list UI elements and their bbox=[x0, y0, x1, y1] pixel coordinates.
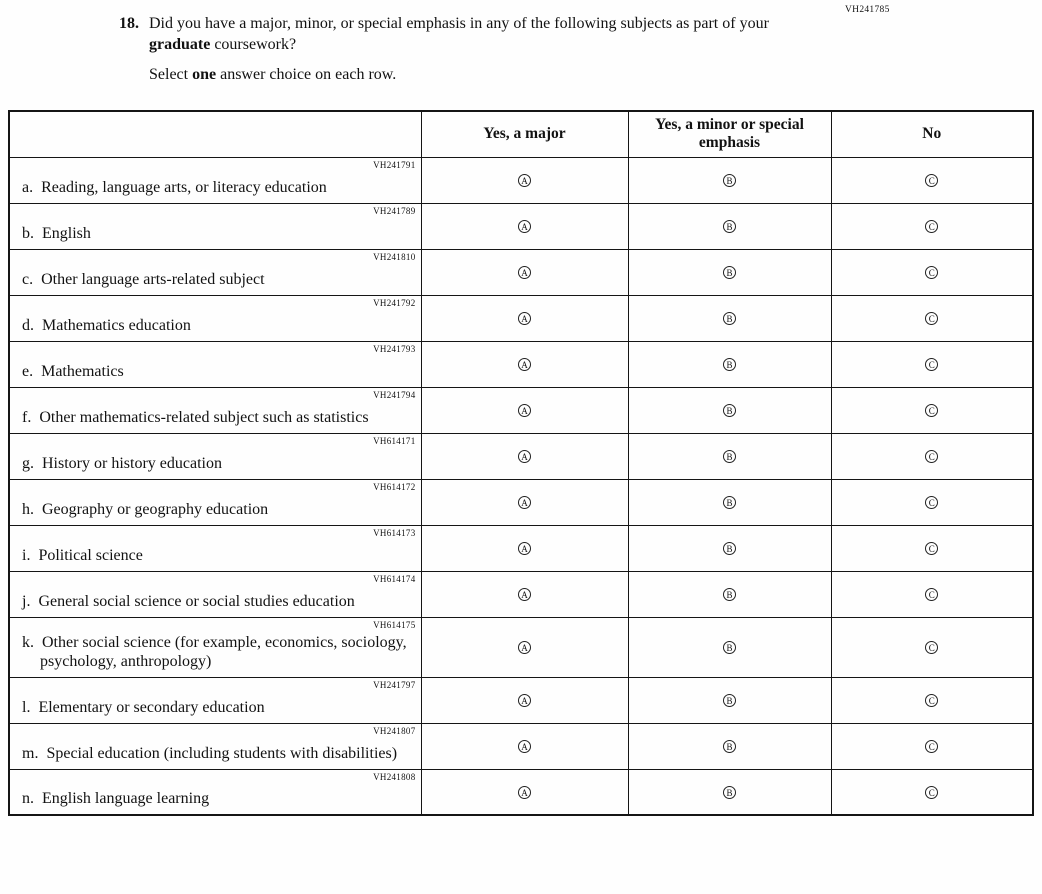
subject-label-cell bbox=[9, 433, 421, 479]
question-text bbox=[149, 13, 821, 55]
option-bubble-b[interactable]: B bbox=[723, 542, 736, 555]
option-bubble-a[interactable]: A bbox=[518, 694, 531, 707]
option-cell bbox=[831, 479, 1033, 525]
option-bubble-c[interactable]: C bbox=[925, 786, 938, 799]
option-bubble-c[interactable]: C bbox=[925, 588, 938, 601]
item-code: VH614174 bbox=[373, 573, 416, 584]
table-row bbox=[9, 479, 1033, 525]
subject-label-cell bbox=[9, 617, 421, 677]
subject-label: k. Other social science (for example, economics, sociology, psychology, anthropology) bbox=[22, 633, 407, 670]
option-cell bbox=[421, 479, 628, 525]
item-code: VH241793 bbox=[373, 343, 416, 354]
option-cell bbox=[628, 433, 831, 479]
option-bubble-a[interactable]: A bbox=[518, 740, 531, 753]
table-row bbox=[9, 203, 1033, 249]
table-row bbox=[9, 249, 1033, 295]
option-cell bbox=[628, 295, 831, 341]
option-cell bbox=[421, 157, 628, 203]
option-cell bbox=[831, 249, 1033, 295]
item-code: VH614171 bbox=[373, 435, 416, 446]
table-row bbox=[9, 433, 1033, 479]
option-bubble-b[interactable]: B bbox=[723, 358, 736, 371]
subject-label-cell bbox=[9, 479, 421, 525]
option-cell bbox=[628, 479, 831, 525]
item-code: VH241797 bbox=[373, 679, 416, 690]
option-bubble-a[interactable]: A bbox=[518, 266, 531, 279]
option-bubble-b[interactable]: B bbox=[723, 404, 736, 417]
option-cell bbox=[628, 677, 831, 723]
option-bubble-a[interactable]: A bbox=[518, 786, 531, 799]
option-bubble-b[interactable]: B bbox=[723, 786, 736, 799]
option-cell bbox=[831, 525, 1033, 571]
option-cell bbox=[421, 387, 628, 433]
column-header-yes-minor: Yes, a minor or special emphasis bbox=[628, 111, 831, 157]
question-number: 18. bbox=[119, 15, 139, 32]
option-bubble-a[interactable]: A bbox=[518, 174, 531, 187]
option-bubble-a[interactable]: A bbox=[518, 404, 531, 417]
option-bubble-c[interactable]: C bbox=[925, 694, 938, 707]
item-code: VH614172 bbox=[373, 481, 416, 492]
table-row bbox=[9, 769, 1033, 815]
option-cell bbox=[831, 723, 1033, 769]
option-bubble-c[interactable]: C bbox=[925, 496, 938, 509]
subject-label-cell bbox=[9, 723, 421, 769]
option-bubble-a[interactable]: A bbox=[518, 588, 531, 601]
option-bubble-b[interactable]: B bbox=[723, 496, 736, 509]
option-cell bbox=[628, 571, 831, 617]
option-cell bbox=[421, 571, 628, 617]
option-bubble-c[interactable]: C bbox=[925, 266, 938, 279]
option-cell bbox=[421, 677, 628, 723]
table-row bbox=[9, 387, 1033, 433]
table-row bbox=[9, 571, 1033, 617]
table-row bbox=[9, 157, 1033, 203]
instruction-bold: one bbox=[192, 66, 217, 83]
item-code: VH614173 bbox=[373, 527, 416, 538]
option-bubble-a[interactable]: A bbox=[518, 220, 531, 233]
item-code: VH241810 bbox=[373, 251, 416, 262]
subject-label-cell bbox=[9, 203, 421, 249]
subject-label: l. Elementary or secondary education bbox=[22, 698, 265, 716]
option-cell bbox=[628, 769, 831, 815]
option-cell bbox=[421, 341, 628, 387]
option-cell bbox=[421, 249, 628, 295]
column-header-no: No bbox=[831, 111, 1033, 157]
question-text-part1: Did you have a major, minor, or special emphasis in any of the following subjects as part of your bbox=[149, 15, 769, 32]
subject-label: m. Special education (including students with disabilities) bbox=[22, 744, 398, 762]
subject-label-cell bbox=[9, 157, 421, 203]
item-code: VH241789 bbox=[373, 205, 416, 216]
option-cell bbox=[421, 723, 628, 769]
subject-label: n. English language learning bbox=[22, 790, 210, 807]
option-bubble-b[interactable]: B bbox=[723, 220, 736, 233]
header-row bbox=[9, 111, 1033, 157]
subject-label: f. Other mathematics-related subject such as statistics bbox=[22, 408, 369, 426]
instruction-part1: Select bbox=[149, 66, 193, 83]
option-bubble-b[interactable]: B bbox=[723, 641, 736, 654]
option-cell bbox=[831, 387, 1033, 433]
option-bubble-c[interactable]: C bbox=[925, 450, 938, 463]
option-cell bbox=[628, 617, 831, 677]
subject-label: h. Geography or geography education bbox=[22, 500, 269, 518]
option-cell bbox=[831, 433, 1033, 479]
item-code: VH614175 bbox=[373, 619, 416, 630]
option-cell bbox=[831, 677, 1033, 723]
option-bubble-c[interactable]: C bbox=[925, 312, 938, 325]
option-cell bbox=[628, 203, 831, 249]
option-bubble-b[interactable]: B bbox=[723, 740, 736, 753]
option-bubble-c[interactable]: C bbox=[925, 542, 938, 555]
option-cell bbox=[628, 157, 831, 203]
item-code: VH241807 bbox=[373, 725, 416, 736]
option-bubble-b[interactable]: B bbox=[723, 266, 736, 279]
table-row bbox=[9, 295, 1033, 341]
subject-label-cell bbox=[9, 571, 421, 617]
item-code: VH241794 bbox=[373, 389, 416, 400]
option-bubble-b[interactable]: B bbox=[723, 588, 736, 601]
option-cell bbox=[421, 617, 628, 677]
option-cell bbox=[831, 617, 1033, 677]
item-code: VH241791 bbox=[373, 159, 416, 170]
option-cell bbox=[421, 295, 628, 341]
option-cell bbox=[421, 525, 628, 571]
instruction-part2: answer choice on each row. bbox=[216, 66, 397, 83]
option-bubble-c[interactable]: C bbox=[925, 641, 938, 654]
option-cell bbox=[831, 571, 1033, 617]
subjects-tbody bbox=[9, 157, 1033, 815]
item-code: VH241792 bbox=[373, 297, 416, 308]
option-cell bbox=[628, 525, 831, 571]
column-header-yes-major: Yes, a major bbox=[421, 111, 628, 157]
answer-grid-table bbox=[8, 110, 1034, 816]
option-bubble-c[interactable]: C bbox=[925, 404, 938, 417]
table-row bbox=[9, 677, 1033, 723]
subject-label-cell bbox=[9, 341, 421, 387]
option-cell bbox=[628, 387, 831, 433]
option-cell bbox=[831, 341, 1033, 387]
option-cell bbox=[628, 723, 831, 769]
item-code: VH241808 bbox=[373, 771, 416, 782]
option-bubble-b[interactable]: B bbox=[723, 174, 736, 187]
page-accession-code: VH241785 bbox=[845, 5, 890, 15]
subject-label-cell bbox=[9, 677, 421, 723]
subject-label-cell bbox=[9, 525, 421, 571]
subject-label: a. Reading, language arts, or literacy education bbox=[22, 178, 327, 196]
option-bubble-a[interactable]: A bbox=[518, 358, 531, 371]
subject-label: c. Other language arts-related subject bbox=[22, 270, 265, 288]
option-cell bbox=[421, 433, 628, 479]
option-bubble-c[interactable]: C bbox=[925, 740, 938, 753]
subject-label: g. History or history education bbox=[22, 454, 222, 472]
option-cell bbox=[421, 769, 628, 815]
option-bubble-b[interactable]: B bbox=[723, 312, 736, 325]
subject-label-cell bbox=[9, 249, 421, 295]
subject-label: d. Mathematics education bbox=[22, 316, 191, 334]
subject-label: j. General social science or social studies education bbox=[22, 592, 355, 610]
option-cell bbox=[831, 157, 1033, 203]
table-row bbox=[9, 723, 1033, 769]
option-cell bbox=[628, 249, 831, 295]
option-bubble-b[interactable]: B bbox=[723, 694, 736, 707]
question-block bbox=[119, 13, 839, 84]
instruction-text bbox=[149, 66, 839, 84]
subject-label: b. English bbox=[22, 224, 91, 242]
option-bubble-a[interactable]: A bbox=[518, 450, 531, 463]
option-bubble-c[interactable]: C bbox=[925, 174, 938, 187]
subject-label-cell bbox=[9, 387, 421, 433]
table-row bbox=[9, 525, 1033, 571]
option-cell bbox=[831, 203, 1033, 249]
subject-label: e. Mathematics bbox=[22, 362, 124, 380]
option-bubble-a[interactable]: A bbox=[518, 312, 531, 325]
option-bubble-c[interactable]: C bbox=[925, 220, 938, 233]
option-cell bbox=[628, 341, 831, 387]
table-row bbox=[9, 617, 1033, 677]
subject-column-header bbox=[9, 111, 421, 157]
option-bubble-c[interactable]: C bbox=[925, 358, 938, 371]
subject-label: i. Political science bbox=[22, 546, 143, 564]
option-bubble-a[interactable]: A bbox=[518, 542, 531, 555]
option-bubble-a[interactable]: A bbox=[518, 641, 531, 654]
subject-label-cell bbox=[9, 769, 421, 815]
question-text-part2: coursework? bbox=[210, 36, 297, 53]
option-cell bbox=[421, 203, 628, 249]
table-row bbox=[9, 341, 1033, 387]
option-cell bbox=[831, 769, 1033, 815]
option-bubble-a[interactable]: A bbox=[518, 496, 531, 509]
option-bubble-b[interactable]: B bbox=[723, 450, 736, 463]
subject-label-cell bbox=[9, 295, 421, 341]
option-cell bbox=[831, 295, 1033, 341]
question-text-bold: graduate bbox=[149, 36, 211, 53]
